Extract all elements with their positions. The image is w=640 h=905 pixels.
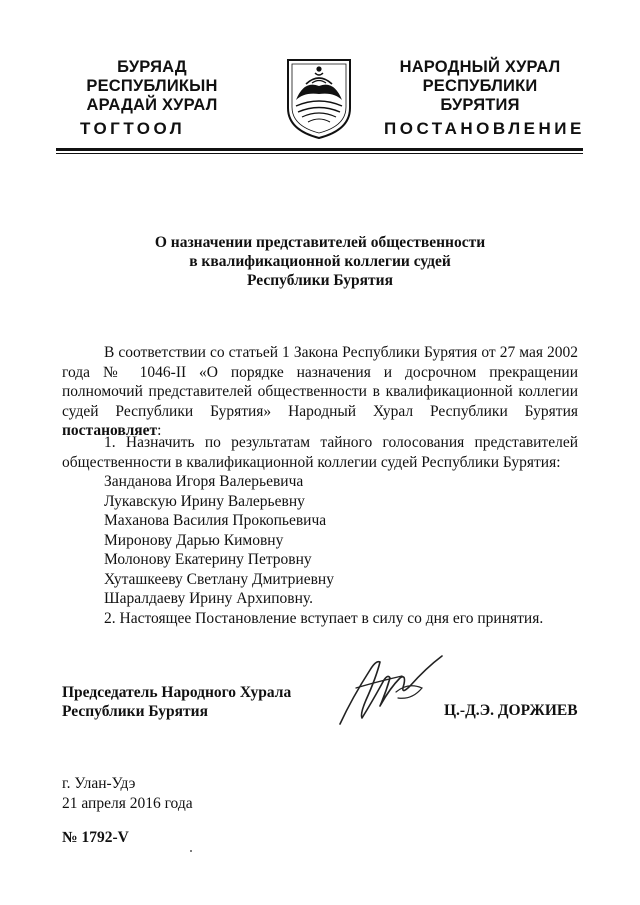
doc-type-buryat: ТОГТООЛ: [80, 119, 186, 138]
item-1-paragraph: 1. Назначить по результатам тайного голосования представителей общественности в квалификационной коллегии судей Республики Бурятия:: [62, 434, 578, 471]
list-item: Занданова Игоря Валерьевича: [104, 473, 304, 490]
signer-title-line1: Председатель Народного Хурала: [62, 684, 292, 701]
header-left-line1: БУРЯАД РЕСПУБЛИКЫН: [86, 58, 218, 95]
preamble-paragraph: [62, 343, 578, 441]
title-line2: в квалификационной коллегии судей: [189, 253, 451, 270]
item-2-paragraph: 2. Настоящее Постановление вступает в силу со дня его принятия.: [104, 610, 544, 627]
list-item: Миронову Дарью Кимовну: [104, 531, 284, 549]
header-rule-thin: [56, 153, 583, 154]
preamble-tail: :: [157, 422, 162, 439]
scan-speck: [190, 850, 192, 852]
header-right: [382, 58, 578, 115]
header-right-line1: НАРОДНЫЙ ХУРАЛ: [399, 58, 561, 76]
title-line3: Республики Бурятия: [247, 272, 393, 289]
coat-of-arms-icon: [284, 56, 354, 140]
preamble-text: В соответствии со статьей 1 Закона Республики Бурятия от 27 мая 2002 года № 1046-II «О порядке назначения и досрочном прекращении полномочий представителей общественности в квалификационной коллегии судей Республики Бурятия» Народный Хурал Республики Бурятия: [62, 344, 578, 420]
header-rule-thick: [56, 148, 583, 151]
list-item: Молонову Екатерину Петровну: [104, 551, 312, 568]
date: 21 апреля 2016 года: [62, 794, 193, 812]
signer-title-line2: Республики Бурятия: [62, 703, 208, 720]
signer-name: Ц.-Д.Э. ДОРЖИЕВ: [444, 702, 578, 719]
appointee-list: [104, 472, 334, 609]
list-item: Маханова Василия Прокопьевича: [104, 512, 327, 529]
signer-title: [62, 683, 291, 721]
list-item: Хуташкееву Светлану Дмитриевну: [104, 570, 334, 588]
city: г. Улан-Удэ: [62, 775, 136, 792]
document-number: № 1792-V: [62, 829, 129, 846]
header-left-line2: АРАДАЙ ХУРАЛ: [86, 96, 218, 114]
list-item: Лукавскую Ирину Валерьевну: [104, 492, 305, 510]
header-right-line2: РЕСПУБЛИКИ БУРЯТИЯ: [422, 77, 538, 114]
preamble-emphasis: постановляет: [62, 422, 158, 439]
doc-type-russian: ПОСТАНОВЛЕНИЕ: [384, 119, 585, 138]
list-item: Шаралдаеву Ирину Архиповну.: [104, 590, 313, 607]
handwritten-signature-icon: [336, 648, 446, 728]
title-line1: О назначении представителей общественности: [154, 234, 486, 251]
header-left: [52, 58, 252, 115]
document-title: [90, 233, 550, 290]
place-and-date: [62, 774, 193, 813]
